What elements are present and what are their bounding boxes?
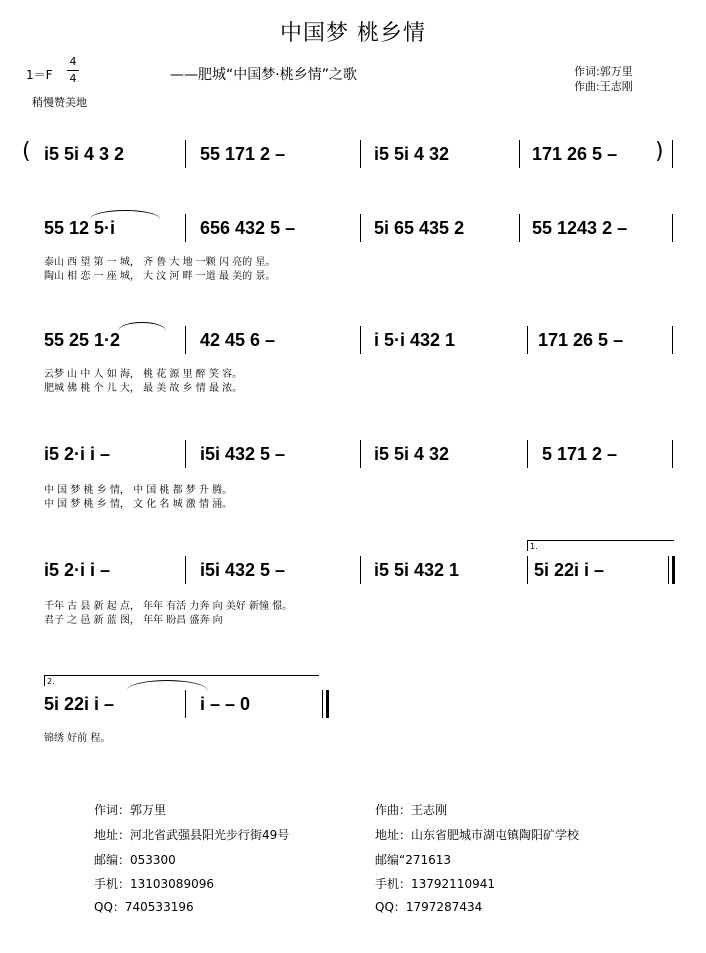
final-barline-thin: [322, 690, 323, 718]
footer-composer-address: 地址：山东省肥城市湖屯镇陶阳矿学校: [375, 828, 580, 842]
first-ending-number: 1.: [530, 542, 538, 551]
measure-1-2: 55 171 2 –: [200, 144, 286, 164]
measure-5-4: 5i 22i i –: [534, 560, 605, 580]
barline: [360, 326, 361, 354]
first-ending-bracket: [527, 540, 674, 551]
lyric-verse-2: 中 国 梦 桃 乡 情， 文 化 名 城 激 情 涌。: [44, 499, 233, 510]
measure-2-1: 55 12 5·i: [44, 218, 116, 238]
footer-lyricist-qq: QQ：740533196: [94, 900, 194, 914]
time-signature-bottom: 4: [69, 72, 77, 85]
barline: [519, 214, 520, 242]
lyric-verse-2: 陶山 相 恋 一 座 城， 大 汶 河 畔 一道 最 美的 景。: [44, 271, 276, 282]
measure-4-2: i5i 432 5 –: [200, 444, 286, 464]
lyric-verse-1: 中 国 梦 桃 乡 情， 中 国 桃 都 梦 升 腾。: [44, 485, 233, 496]
barline: [185, 690, 186, 718]
lyric-verse-1: 千年 古 县 新 起 点， 年年 有活 力奔 向 美好 新憧 憬。: [44, 601, 293, 612]
measure-6-2: i – – 0: [200, 694, 251, 714]
time-signature-top: 4: [69, 55, 77, 68]
barline: [519, 140, 520, 168]
measure-3-1: 55 25 1·2: [44, 330, 121, 350]
lyricist-credit: 作词:郭万里: [574, 65, 633, 78]
measure-3-2: 42 45 6 –: [200, 330, 276, 350]
time-signature: [66, 54, 80, 87]
repeat-barline-thick: [672, 556, 675, 584]
tempo-marking: 稍慢赞美地: [32, 96, 87, 109]
song-title: 中国梦 桃乡情: [280, 21, 426, 46]
barline: [185, 140, 186, 168]
barline: [360, 440, 361, 468]
measure-3-4: 171 26 5 –: [538, 330, 624, 350]
measure-1-3: i5 5i 4 32: [374, 144, 450, 164]
measure-4-3: i5 5i 4 32: [374, 444, 450, 464]
barline: [527, 556, 528, 584]
barline: [360, 140, 361, 168]
measure-5-1: i5 2·i i –: [44, 560, 111, 580]
lyric-verse-1: 云梦 山 中 人 如 海， 桃 花 源 里 醉 笑 容。: [44, 369, 243, 380]
slur: [118, 322, 166, 331]
barline: [527, 440, 528, 468]
footer-composer-zip: 邮编“271613: [375, 853, 452, 867]
measure-2-2: 656 432 5 –: [200, 218, 296, 238]
footer-lyricist-phone: 手机：13103089096: [94, 877, 214, 891]
footer-lyricist: 作词：郭万里: [94, 803, 167, 817]
measure-2-3: 5i 65 435 2: [374, 218, 465, 238]
measure-5-2: i5i 432 5 –: [200, 560, 286, 580]
barline: [185, 326, 186, 354]
footer-composer-qq: QQ：1797287434: [375, 900, 483, 914]
barline: [360, 214, 361, 242]
measure-5-3: i5 5i 432 1: [374, 560, 460, 580]
measure-3-3: i 5·i 432 1: [374, 330, 456, 350]
lyric-verse-1: 泰山 西 望 第 一 城， 齐 鲁 大 地 一颗 闪 亮的 星。: [44, 257, 276, 268]
measure-1-1: i5 5i 4 3 2: [44, 144, 125, 164]
repeat-open-paren: (: [22, 139, 31, 164]
second-ending-number: 2.: [47, 677, 55, 686]
credits: [574, 64, 633, 94]
barline: [185, 556, 186, 584]
song-subtitle: ——肥城“中国梦·桃乡情”之歌: [170, 67, 357, 83]
barline: [672, 140, 673, 168]
barline: [672, 440, 673, 468]
footer-lyricist-address: 地址：河北省武强县阳光步行街49号: [94, 828, 290, 842]
lyric-verse-2: 君子 之 邑 新 蓝 图， 年年 盼昌 盛奔 向: [44, 615, 223, 626]
composer-credit: 作曲:王志刚: [574, 80, 633, 93]
barline: [360, 556, 361, 584]
measure-2-4: 55 1243 2 –: [532, 218, 628, 238]
barline: [185, 214, 186, 242]
barline: [185, 440, 186, 468]
footer-lyricist-zip: 邮编：053300: [94, 853, 176, 867]
measure-4-1: i5 2·i i –: [44, 444, 111, 464]
barline: [672, 326, 673, 354]
footer-composer: 作曲：王志刚: [375, 803, 448, 817]
footer-composer-phone: 手机：13792110941: [375, 877, 495, 891]
barline: [527, 326, 528, 354]
measure-1-4: 171 26 5 –: [532, 144, 618, 164]
repeat-close-paren: ): [655, 139, 664, 164]
repeat-barline-thin: [668, 556, 669, 584]
barline: [672, 214, 673, 242]
lyric-verse-2: 肥城 佛 桃 个 儿 大， 最 美 故 乡 情 最 浓。: [44, 383, 243, 394]
measure-4-4: 5 171 2 –: [542, 444, 618, 464]
lyric-verse-1: 锦绣 好前 程。: [44, 733, 111, 744]
final-barline-thick: [326, 690, 329, 718]
measure-6-1: 5i 22i i –: [44, 694, 115, 714]
key-signature: 1＝F: [26, 68, 53, 82]
